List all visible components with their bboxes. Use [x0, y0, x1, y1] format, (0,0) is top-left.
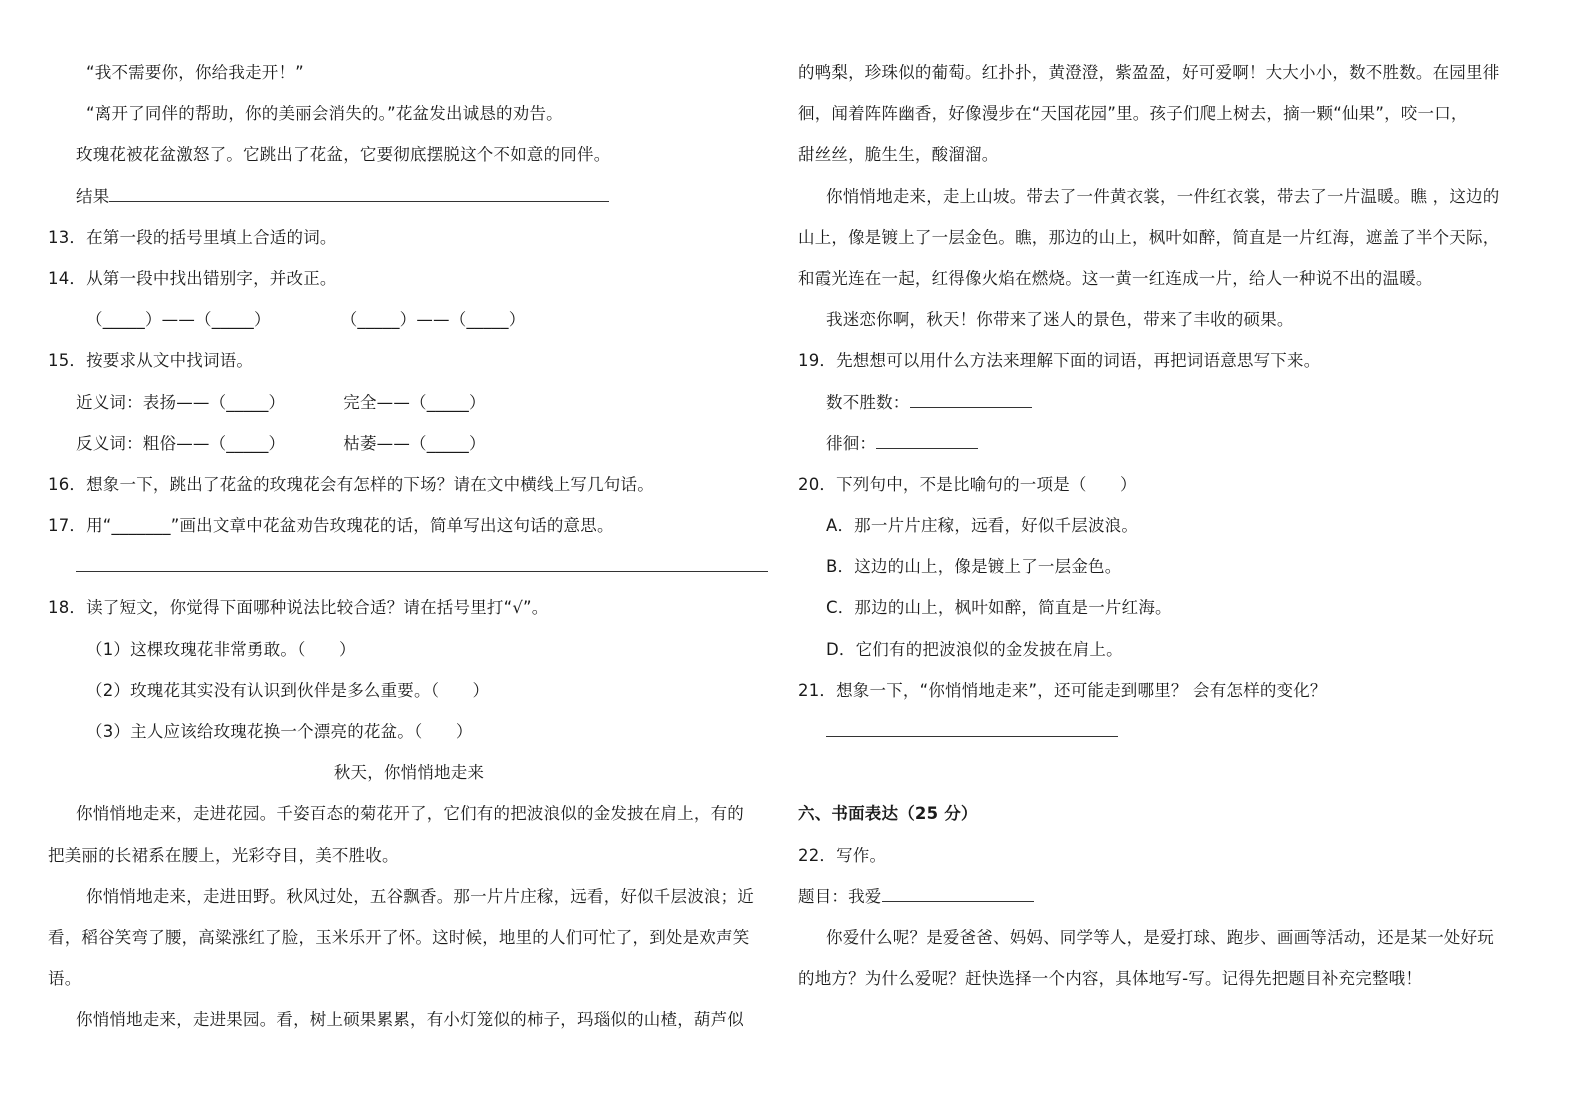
q17-answer-blank[interactable] [76, 557, 768, 572]
section-heading: 六、书面表达（25 分） [798, 804, 978, 824]
prompt-line: 你爱什么呢？是爱爸爸、妈妈、同学等人，是爱打球、跑步、画画等活动，还是某一处好玩 [826, 927, 1494, 947]
passage-line: 你悄悄地走来，走进果园。看，树上硕果累累，有小灯笼似的柿子，玛瑙似的山楂，葫芦似 [76, 1010, 744, 1030]
question-19: 19．先想想可以用什么方法来理解下面的词语，再把词语意思写下来。 [798, 351, 1321, 371]
q20-option-c[interactable]: C．那边的山上，枫叶如醉，简直是一片红海。 [826, 598, 1172, 618]
question-16: 16．想象一下，跳出了花盆的玫瑰花会有怎样的下场？请在文中横线上写几句话。 [48, 474, 654, 494]
passage-line: 你悄悄地走来，走进田野。秋风过处，五谷飘香。那一片片庄稼，远看，好似千层波浪；近 [86, 886, 754, 906]
q19-answer-blank-1[interactable] [910, 393, 1032, 408]
passage-line: 山上，像是镀上了一层金色。瞧，那边的山上，枫叶如醉，简直是一片红海，遮盖了半个天际， [798, 227, 1500, 247]
q14-pair-1[interactable]: （_____）——（_____） [86, 310, 271, 330]
q19-item-1 [798, 382, 1522, 423]
question-14: 14．从第一段中找出错别字，并改正。 [48, 268, 337, 288]
passage-line: 的鸭梨，珍珠似的葡萄。红扑扑，黄澄澄，紫盈盈，好可爱啊！大大小小，数不胜数。在园里徘 [798, 63, 1500, 82]
q18-option-2[interactable]: （2）玫瑰花其实没有认识到伙伴是多么重要。（ ） [86, 680, 490, 700]
title-label: 题目：我爱 [798, 886, 882, 906]
result-answer-blank[interactable] [109, 187, 609, 202]
q15-antonym-1[interactable]: 反义词：粗俗——（_____） [76, 433, 286, 453]
title-answer-blank[interactable] [882, 887, 1034, 902]
question-21: 21．想象一下，“你悄悄地走来”，还可能走到哪里？ 会有怎样的变化？ [798, 680, 1327, 700]
passage-line: 语。 [48, 969, 82, 989]
q21-answer-blank[interactable] [826, 722, 1118, 737]
title-line [798, 876, 1522, 917]
q15-synonym-2[interactable]: 完全——（_____） [343, 392, 486, 412]
q18-option-1[interactable]: （1）这棵玫瑰花非常勇敢。（ ） [86, 639, 356, 659]
story-line: “离开了同伴的帮助，你的美丽会消失的。”花盆发出诚恳的劝告。 [86, 104, 563, 124]
q19-answer-blank-2[interactable] [876, 434, 978, 449]
story-line: 玫瑰花被花盆激怒了。它跳出了花盆，它要彻底摆脱这个不如意的同伴。 [76, 145, 611, 165]
question-17: 17．用“_______”画出文章中花盆劝告玫瑰花的话，简单写出这句话的意思。 [48, 516, 614, 536]
q20-option-d[interactable]: D．它们有的把波浪似的金发披在肩上。 [826, 639, 1123, 659]
q18-option-3[interactable]: （3）主人应该给玫瑰花换一个漂亮的花盆。（ ） [86, 722, 473, 741]
q20-option-b[interactable]: B．这边的山上，像是镀上了一层金色。 [826, 557, 1122, 577]
q17-answer-line[interactable] [48, 546, 770, 587]
left-column [48, 52, 770, 1041]
q19-item-2 [798, 423, 1522, 464]
question-22: 22．写作。 [798, 845, 887, 865]
q19-term-1: 数不胜数： [826, 392, 910, 412]
prompt-line: 的地方？为什么爱呢？赶快选择一个内容，具体地写-写。记得先把题目补充完整哦！ [798, 969, 1423, 989]
q14-answer-pairs [48, 299, 770, 340]
q15-antonym-2[interactable]: 枯萎——（_____） [343, 433, 486, 453]
result-label: 结果 [76, 186, 110, 206]
spacer [798, 752, 1522, 793]
passage-title: 秋天，你悄悄地走来 [333, 763, 485, 783]
q15-synonyms [48, 382, 770, 423]
passage-line: 甜丝丝，脆生生，酸溜溜。 [798, 145, 999, 165]
q21-answer-line[interactable] [798, 711, 1522, 752]
question-15: 15．按要求从文中找词语。 [48, 351, 254, 371]
result-line [48, 176, 770, 217]
passage-line: 我迷恋你啊，秋天！你带来了迷人的景色，带来了丰收的硕果。 [826, 310, 1294, 330]
passage-line: 和霞光连在一起，红得像火焰在燃烧。这一黄一红连成一片，给人一种说不出的温暖。 [798, 268, 1433, 288]
story-line: “我不需要你，你给我走开！” [86, 63, 304, 82]
q15-synonym-1[interactable]: 近义词：表扬——（_____） [76, 392, 286, 412]
question-18: 18．读了短文，你觉得下面哪种说法比较合适？请在括号里打“√”。 [48, 598, 549, 618]
q20-option-a[interactable]: A．那一片片庄稼，远看，好似千层波浪。 [826, 516, 1139, 536]
passage-line: 你悄悄地走来，走进花园。千姿百态的菊花开了，它们有的把波浪似的金发披在肩上，有的 [76, 804, 744, 824]
q15-antonyms [48, 423, 770, 464]
passage-line: 看，稻谷笑弯了腰，高粱涨红了脸，玉米乐开了怀。这时候，地里的人们可忙了，到处是欢声笑 [48, 927, 750, 947]
passage-line: 你悄悄地走来，走上山坡。带去了一件黄衣裳，一件红衣裳，带去了一片温暖。瞧 ，这边的 [826, 186, 1500, 206]
q14-pair-2[interactable]: （_____）——（_____） [340, 310, 526, 330]
q19-term-2: 徘徊： [826, 433, 877, 453]
question-13: 13．在第一段的括号里填上合适的词。 [48, 227, 337, 247]
passage-line: 徊，闻着阵阵幽香，好像漫步在“天国花园”里。孩子们爬上树去，摘一颗“仙果”，咬一口， [798, 104, 1468, 124]
right-column [798, 52, 1522, 999]
passage-line: 把美丽的长裙系在腰上，光彩夺目，美不胜收。 [48, 845, 399, 865]
question-20: 20．下列句中，不是比喻句的一项是（ ） [798, 474, 1137, 494]
